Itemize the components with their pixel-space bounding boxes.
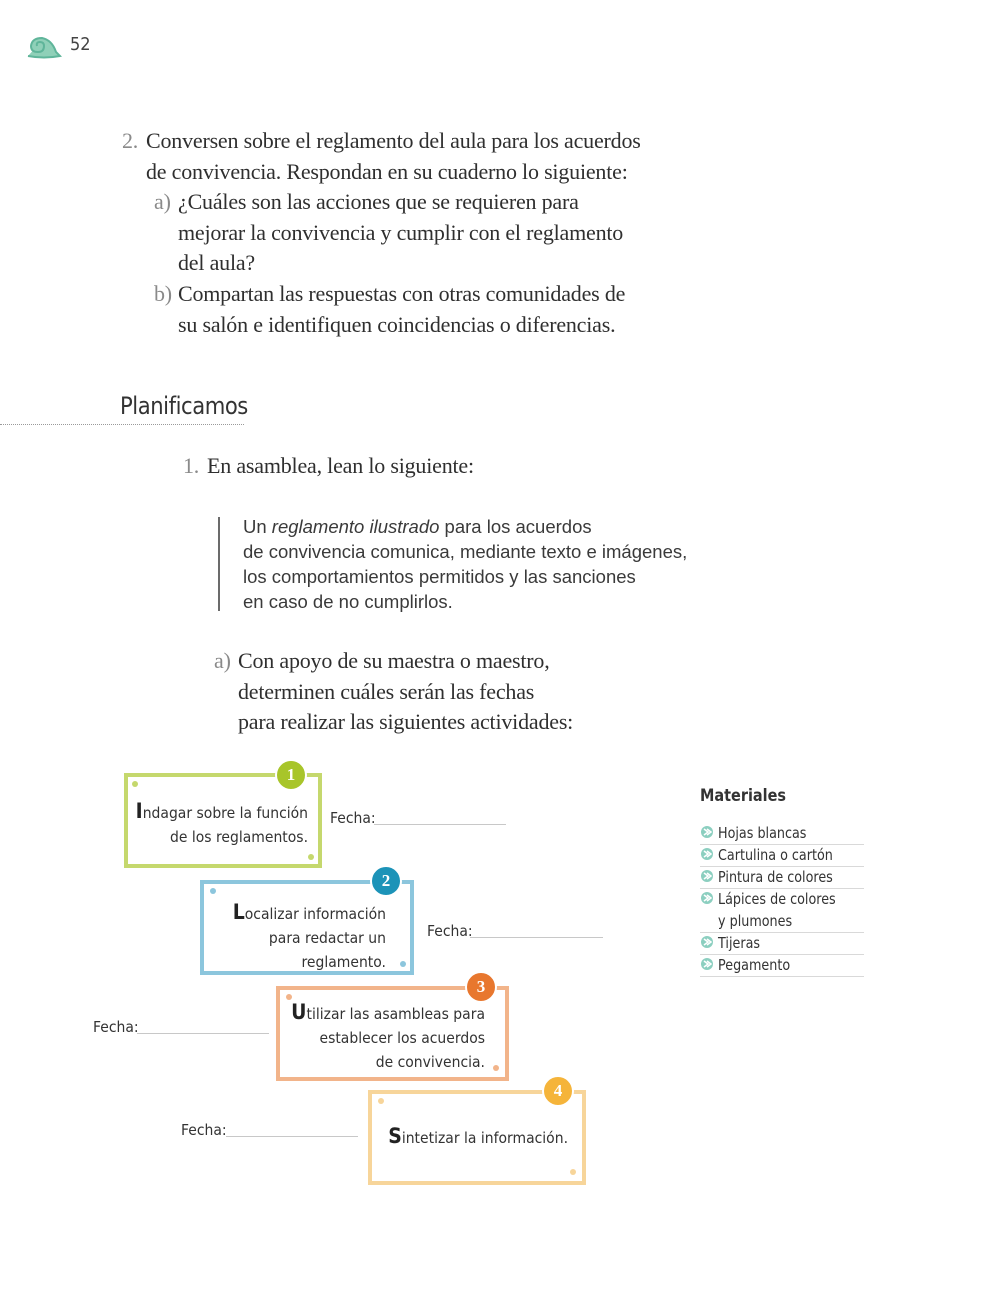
subquestion-a-label: a) xyxy=(214,648,231,673)
question-1-number: 1. xyxy=(183,453,200,478)
arrow-icon xyxy=(700,869,714,883)
question-2a-line2: mejorar la convivencia y cumplir con el reglamento xyxy=(178,219,624,245)
card-dot xyxy=(132,781,138,787)
material-item-continued: y plumones xyxy=(700,910,864,933)
quote-bar xyxy=(218,517,220,611)
activity-3-badge: 3 xyxy=(465,971,497,1003)
activity-3-text: Utilizar las asambleas para establecer los acuerdos de convivencia. xyxy=(291,1000,485,1071)
question-2b-label: b) xyxy=(154,281,172,306)
fecha-label-4: Fecha: xyxy=(181,1121,227,1139)
quote-line2: de convivencia comunica, mediante texto e imágenes, xyxy=(243,541,688,562)
quote-italic-term: reglamento ilustrado xyxy=(271,516,440,537)
fecha-label-2: Fecha: xyxy=(427,922,473,940)
question-1-text: En asamblea, lean lo siguiente: xyxy=(207,453,474,478)
question-2-text xyxy=(146,126,641,187)
arrow-icon xyxy=(700,891,714,905)
activity-1-text: Indagar sobre la función de los reglamentos. xyxy=(135,799,308,846)
arrow-icon xyxy=(700,847,714,861)
activity-4-text: Sintetizar la información. xyxy=(388,1124,568,1148)
arrow-icon xyxy=(700,957,714,971)
subquestion-a-line2: determinen cuáles serán las fechas xyxy=(238,678,535,704)
subquestion-a-text xyxy=(238,646,573,738)
materials-title: Materiales xyxy=(700,786,787,806)
material-item: Pegamento xyxy=(700,954,864,977)
quote-line3: los comportamientos permitidos y las sanciones xyxy=(243,566,636,587)
card-dot xyxy=(400,961,406,967)
definition-quote xyxy=(243,514,687,614)
fecha-line-4[interactable] xyxy=(226,1136,358,1137)
activity-2-text: Localizar información para redactar un reglamento. xyxy=(232,900,386,971)
material-item: Lápices de colores xyxy=(700,888,864,910)
question-2a-line1: ¿Cuáles son las acciones que se requieren para xyxy=(178,189,579,214)
question-2-line1: Conversen sobre el reglamento del aula para los acuerdos xyxy=(146,128,641,153)
card-dot xyxy=(308,854,314,860)
question-2b-line2: su salón e identifiquen coincidencias o diferencias. xyxy=(178,311,616,337)
activity-1-badge: 1 xyxy=(275,759,307,791)
card-dot xyxy=(378,1098,384,1104)
fecha-line-3[interactable] xyxy=(137,1033,269,1034)
fecha-line-2[interactable] xyxy=(470,937,603,938)
fecha-label-3: Fecha: xyxy=(93,1018,139,1036)
arrow-icon xyxy=(700,825,714,839)
section-title: Planificamos xyxy=(120,392,248,420)
fecha-line-1[interactable] xyxy=(374,824,506,825)
question-2a-text xyxy=(178,187,623,279)
activity-2-badge: 2 xyxy=(370,865,402,897)
card-dot xyxy=(493,1065,499,1071)
question-2-number: 2. xyxy=(122,128,139,153)
fecha-label-1: Fecha: xyxy=(330,809,376,827)
question-2b-text xyxy=(178,279,625,340)
arrow-icon xyxy=(700,935,714,949)
question-2a-label: a) xyxy=(154,189,171,214)
material-item: Hojas blancas xyxy=(700,822,864,845)
activity-4-badge: 4 xyxy=(542,1075,574,1107)
snail-icon xyxy=(26,32,62,60)
material-item: Cartulina o cartón xyxy=(700,844,864,867)
question-2b-line1: Compartan las respuestas con otras comunidades de xyxy=(178,281,626,306)
section-divider xyxy=(0,424,244,425)
quote-line1: Un reglamento ilustrado para los acuerdos xyxy=(243,516,592,537)
page-number: 52 xyxy=(70,34,91,55)
card-dot xyxy=(210,888,216,894)
material-item: Tijeras xyxy=(700,932,864,955)
card-dot xyxy=(570,1169,576,1175)
quote-line4: en caso de no cumplirlos. xyxy=(243,591,453,612)
question-2a-line3: del aula? xyxy=(178,250,255,275)
material-item: Pintura de colores xyxy=(700,866,864,889)
subquestion-a-line1: Con apoyo de su maestra o maestro, xyxy=(238,648,550,673)
question-2-line2: de convivencia. Respondan en su cuaderno lo siguiente: xyxy=(146,158,628,184)
subquestion-a-line3: para realizar las siguientes actividades: xyxy=(238,709,574,734)
